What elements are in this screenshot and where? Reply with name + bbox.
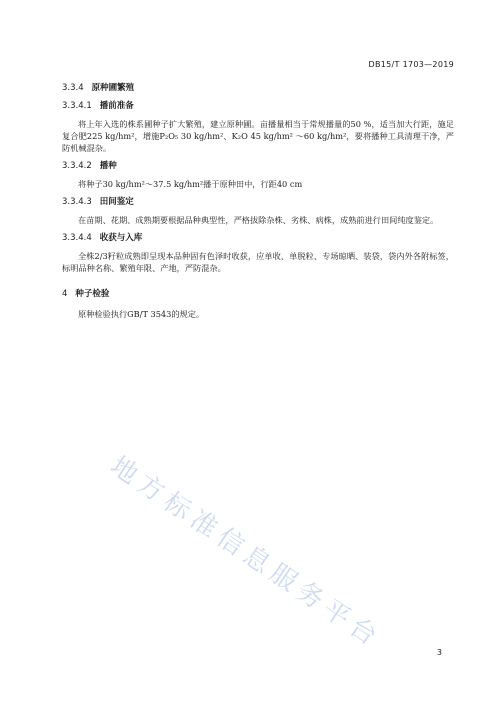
section-number: 3.3.4.4 <box>62 233 92 243</box>
section-heading-3-3-4 <box>62 82 454 94</box>
section-title: 收获与入库 <box>99 233 143 243</box>
section-number: 3.3.4.1 <box>62 101 92 111</box>
document-body <box>62 82 454 320</box>
page-number: 3 <box>436 648 442 657</box>
paragraph-harvest-storage: 全株2/3籽粒成熟即呈现本品种固有色泽时收获，应单收、单脱粒、专场晾晒、装袋，袋内外各附标签，标明品种名称、繁殖年限、产地，严防混杂。 <box>62 251 454 273</box>
paragraph-sowing: 将种子30 kg/hm²～37.5 kg/hm²播于原种田中，行距40 cm <box>78 179 303 189</box>
section-heading-3-3-4-4 <box>62 232 454 244</box>
section-title: 播前准备 <box>99 101 134 111</box>
section-heading-4 <box>62 288 454 300</box>
section-number: 3.3.4.3 <box>62 197 92 207</box>
section-number: 3.3.4 <box>62 83 84 93</box>
section-title: 种子检验 <box>75 289 110 299</box>
paragraph-field-inspection: 在苗期、花期、成熟期要根据品种典型性，严格拔除杂株、劣株、病株，成熟前进行田间纯度鉴定。 <box>78 215 439 225</box>
section-number: 3.3.4.2 <box>62 161 92 171</box>
section-title: 播种 <box>99 161 117 171</box>
paragraph-seed-testing: 原种检验执行GB/T 3543的规定。 <box>78 309 205 319</box>
section-heading-3-3-4-2 <box>62 160 454 172</box>
section-title: 原种圃繁殖 <box>91 83 135 93</box>
section-number: 4 <box>62 289 68 299</box>
watermark-text: 地方标准信息服务平台 <box>104 450 387 655</box>
section-title: 田间鉴定 <box>99 197 134 207</box>
section-heading-3-3-4-3 <box>62 196 454 208</box>
paragraph-sowing-prep: 将上年入选的株系圃种子扩大繁殖，建立原种圃。亩播量相当于常规播量的50 %，适当加大行距，施足复合肥225 kg/hm²，增施P₂O₅ 30 kg/hm²、K₂O 45 kg/hm² ～60 kg/hm²，要将播种工具清理干净，严防机械混杂。 <box>62 119 454 153</box>
standard-code: DB15/T 1703—2019 <box>368 60 454 69</box>
section-heading-3-3-4-1 <box>62 100 454 112</box>
